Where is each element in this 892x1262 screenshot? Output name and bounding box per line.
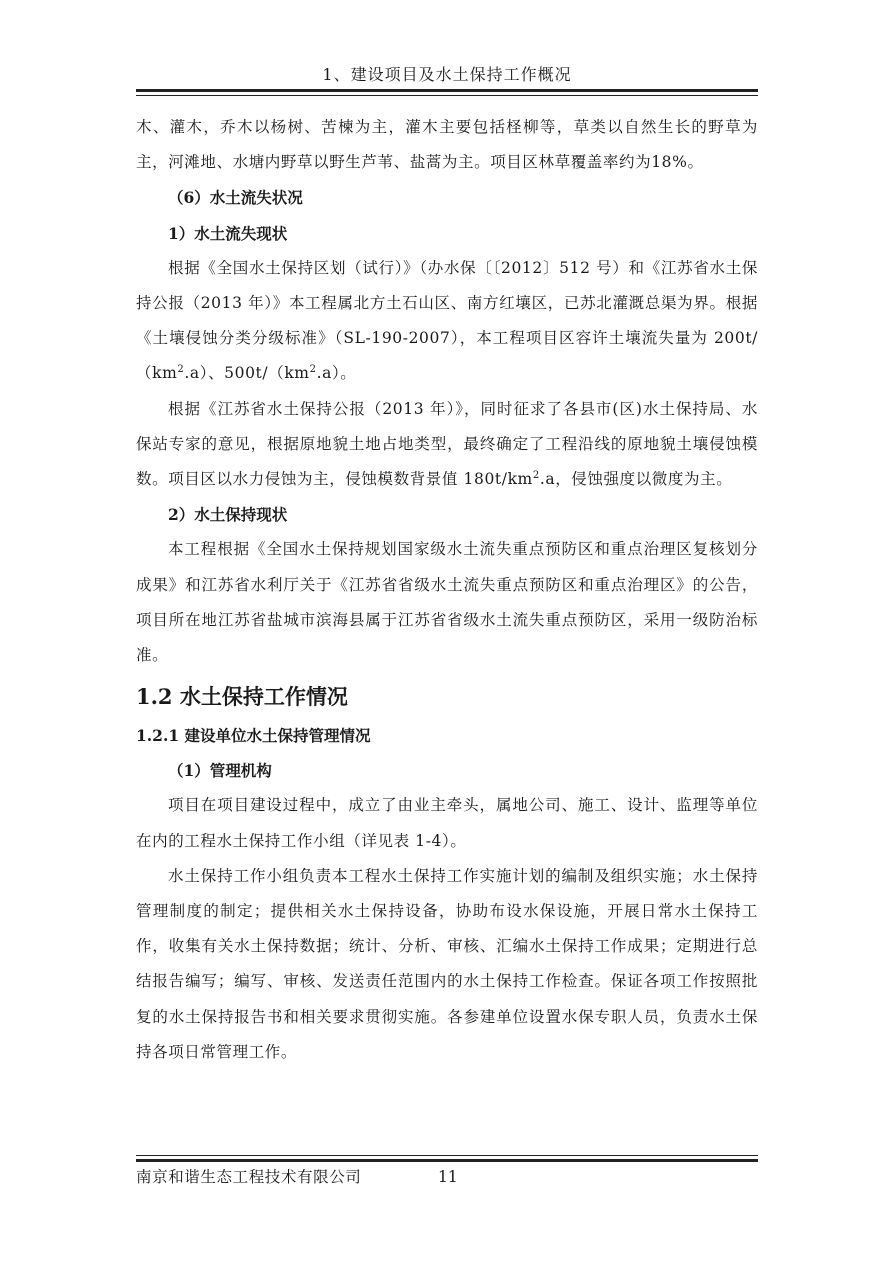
section-heading-1-2-1: 1.2.1 建设单位水土保持管理情况 xyxy=(136,726,371,746)
paragraph-erosion-modulus: 根据《江苏省水土保持公报（2013 年）》，同时征求了各县市(区)水土保持局、水保站专家的意见，根据原地貌土地占地类型，最终确定了工程沿线的原地貌土壤侵蚀模数。项目区以水力侵蚀为主，侵蚀模数背景值 $180t/km^2.a$，侵蚀强度以微度为主。 xyxy=(136,399,758,489)
body-text xyxy=(136,110,758,1070)
heading-soil-erosion-current: 1）水土流失现状 xyxy=(168,223,288,243)
page-number: 11 xyxy=(438,1168,458,1186)
section-heading-1-2: 1.2 水土保持工作情况 xyxy=(136,684,348,710)
paragraph-prevention-zone: 本工程根据《全国水土保持规划国家级水土流失重点预防区和重点治理区复核划分成果》和江苏省水利厅关于《江苏省省级水土流失重点预防区和重点治理区》的公告，项目所在地江苏省盐城市滨海县属于江苏省省级水土流失重点预防区，采用一级防治标准。 xyxy=(136,540,758,665)
header-rule-thin xyxy=(136,95,758,96)
header-rule-thick xyxy=(136,89,758,92)
paragraph-working-group: 项目在项目建设过程中，成立了由业主牵头，属地公司、施工、设计、监理等单位在内的工程水土保持工作小组（详见表 1-4）。 xyxy=(136,796,758,850)
paragraph-group-duties: 水土保持工作小组负责本工程水土保持工作实施计划的编制及组织实施；水土保持管理制度的制定；提供相关水土保持设备，协助布设水保设施，开展日常水土保持工作，收集有关水土保持数据；统计、分析、审核、汇编水土保持工作成果；定期进行总结报告编写；编写、审核、发送责任范围内的水土保持工作检查。保证各项工作按照批复的水土保持报告书和相关要求贯彻实施。各参建单位设置水保专职人员，负责水土保持各项日常管理工作。 xyxy=(136,866,758,1061)
page-footer xyxy=(136,1166,758,1188)
heading-soil-conservation-current: 2）水土保持现状 xyxy=(168,505,288,525)
running-header: 1、建设项目及水土保持工作概况 xyxy=(322,65,572,84)
footer-rule-thin xyxy=(136,1155,758,1156)
heading-soil-erosion-status: （6）水土流失状况 xyxy=(168,188,303,208)
footer-rule-thick xyxy=(136,1159,758,1162)
heading-management-organization: （1）管理机构 xyxy=(168,761,272,781)
paragraph-erosion-zoning: 根据《全国水土保持区划（试行）》（办水保〔〔2012〕512 号）和《江苏省水土保持公报（2013 年）》本工程属北方土石山区、南方红壤区，已苏北灌溉总渠为界。根据《土壤侵蚀分类分级标准》（SL-190-2007），本工程项目区容许土壤流失量为 $200t/(km^2.a)$、$500t/(km^2.a)$。 xyxy=(136,258,758,383)
footer-company: 南京和谐生态工程技术有限公司 xyxy=(136,1168,362,1186)
paragraph-vegetation: 木、灌木，乔木以杨树、苦楝为主，灌木主要包括柽柳等，草类以自然生长的野草为主，河滩地、水塘内野草以野生芦苇、盐蒿为主。项目区林草覆盖率约为18%。 xyxy=(136,118,758,172)
